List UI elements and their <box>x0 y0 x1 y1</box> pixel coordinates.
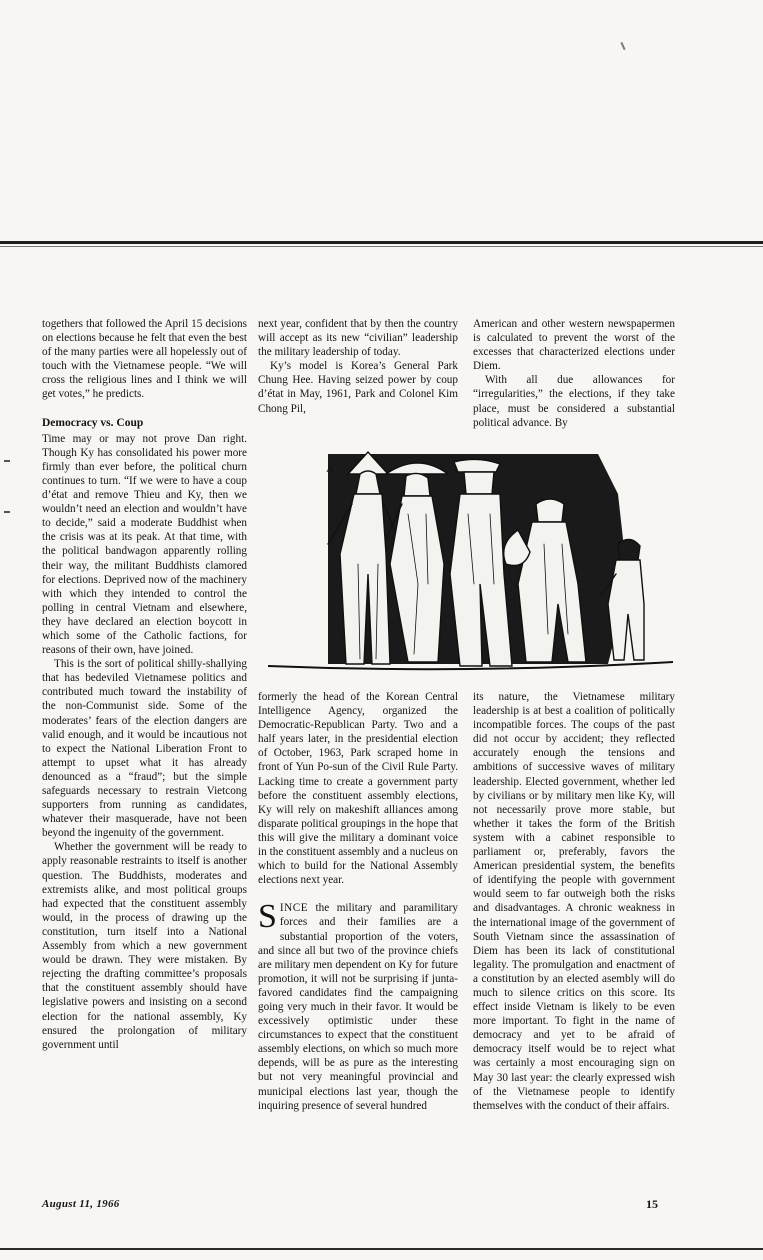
paragraph: its nature, the Vietnamese military leadership is at best a coalition of politically incompatible forces. The coups of the past did not occur by accident; they reflected accurately enough the tensions and ambitions of successive waves of military leadership. Elected government, whether led by civilians or by military men like Ky, will not necessarily prove more stable, but whether it takes the form of the British system with a cabinet responsible to parliament or, preferably, favors the American presidential system, the benefits of identifying the people with government would seem to far outweigh both the risks and disadvantages. A chronic weakness in the international image of the government of South Vietnam since the assassination of Diem has been its lack of constitutional legality. The promulgation and enactment of a constitution by an elected asembly will do much to silence critics on this score. Its effect inside Vietnam is likely to be even more important. To fight in the name of democracy and yet to be afraid of democracy itself would be to reject what was certainly a most encouraging sign on May 30 last year: the clearly expressed wish of the Vietnamese people to identify themselves with the conduct of their affairs. <box>473 691 675 1112</box>
article-column-2-top <box>258 317 458 416</box>
paragraph-dropcap <box>258 898 458 1112</box>
paragraph: American and other western newspapermen is calculated to prevent the worst of the excesses that characterized elections under Diem. <box>473 318 675 373</box>
top-rule <box>0 241 763 244</box>
paragraph: With all due allowances for “irregularities,” the elections, if they take place, must be considered a substantial political advance. By <box>473 374 675 429</box>
margin-mark <box>4 511 10 513</box>
smallcaps-lead: INCE <box>279 902 309 915</box>
section-heading: Democracy vs. Coup <box>42 416 144 429</box>
paragraph: Time may or may not prove Dan right. Though Ky has consolidated his power more firmly than ever before, the political churn continues to turn. “If we were to have a coup d’état and remove Thieu and Ky, then we wouldn’t need an election and wouldn’t have to decide,” said a moderate Buddhist when the crisis was at its peak. At that time, with the political bandwagon apparently rolling their way, the militant Buddhists clamored for elections. Deprived now of the machinery with which they intended to control the polling in central Vietnam and elsewhere, they have declared an election boycott in which some of the Catholic factions, for reasons of their own, have joined. <box>42 432 247 657</box>
paragraph: formerly the head of the Korean Central Intelligence Agency, organized the Democratic-Republican Party. Two and a half years later, in the presidential election of October, 1963, Park scraped home in front of Yun Po-sun of the Civil Rule Party. Lacking time to create a government party before the constituent assembly elections, Ky will rely on makeshift alliances among disparate political groupings in the hope that this will give the military a dominant voice in the constituent assembly and a nucleus on which to build for the National Assembly elections next year. <box>258 691 458 887</box>
margin-mark <box>4 460 10 462</box>
paragraph: Ky’s model is Korea’s General Park Chung Hee. Having seized power by coup d’état in May, 1961, Park and Colonel Kim Chong Pil, <box>258 360 458 415</box>
drop-cap: S <box>258 898 277 936</box>
paragraph: next year, confident that by then the country will accept as its new “civilian” leadership the military leadership of today. <box>258 318 458 359</box>
scan-mark <box>620 42 625 50</box>
paragraph: Whether the government will be ready to apply reasonable restraints to itself is another question. The Buddhists, moderates and extremists alike, and most political groups had expected that the constituent assembly would, in the process of drawing up the constitution, turn itself into a National Assembly from which a new government would be drawn. They were mistaken. By rejecting the drafting committee’s proposals that the constituent assembly should have legislative powers and insisting on a second election for the national assembly, Ky ensured the prolongation of military government until <box>42 841 247 1051</box>
illustration-initial: A <box>326 463 334 475</box>
article-column-3-bottom <box>473 690 675 1113</box>
paragraph: This is the sort of political shilly-shallying that has bedeviled Vietnamese politics and contributed much toward the instability of the non-Communist side. Some of the moderates’ fears of the election dangers are valid enough, and it would be incautious not to expect the National Liberation Front to attempt to upset what it has already denounced as a “fraud”; but the simple safeguards necessary to restrain Vietcong supporters from running as candidates, whatever their masquerade, have not been beyond the ingenuity of the government. <box>42 658 247 840</box>
paragraph: togethers that followed the April 15 decisions on elections because he felt that even the best of the many parties were all hopelessly out of touch with the Vietnamese people. “We will cross the religious lines and I think we will get votes,” he predicts. <box>42 318 247 401</box>
paragraph-text: the military and paramilitary forces and their families are a substantial proportion of the voters, and since all but two of the province chiefs are military men dependent on Ky for future promotion, it will not be surprising if junta-favored candidates find the campaigning going very much in their favor. It would be excessively optimistic under these circumstances to expect that the constituent assembly elections, on which so much more depends, will be as pure as the interesting but not very meaningful provincial and municipal elections last year, though the inquiring presence of several hundred <box>258 902 458 1112</box>
article-column-1 <box>42 317 247 1052</box>
article-column-2-bottom <box>258 690 458 1113</box>
page-number: 15 <box>646 1197 658 1211</box>
bottom-rule <box>0 1248 763 1250</box>
issue-date: August 11, 1966 <box>42 1198 120 1210</box>
refugee-family-illustration <box>268 434 673 680</box>
article-column-3-top <box>473 317 675 430</box>
top-rule-thin <box>0 246 763 247</box>
